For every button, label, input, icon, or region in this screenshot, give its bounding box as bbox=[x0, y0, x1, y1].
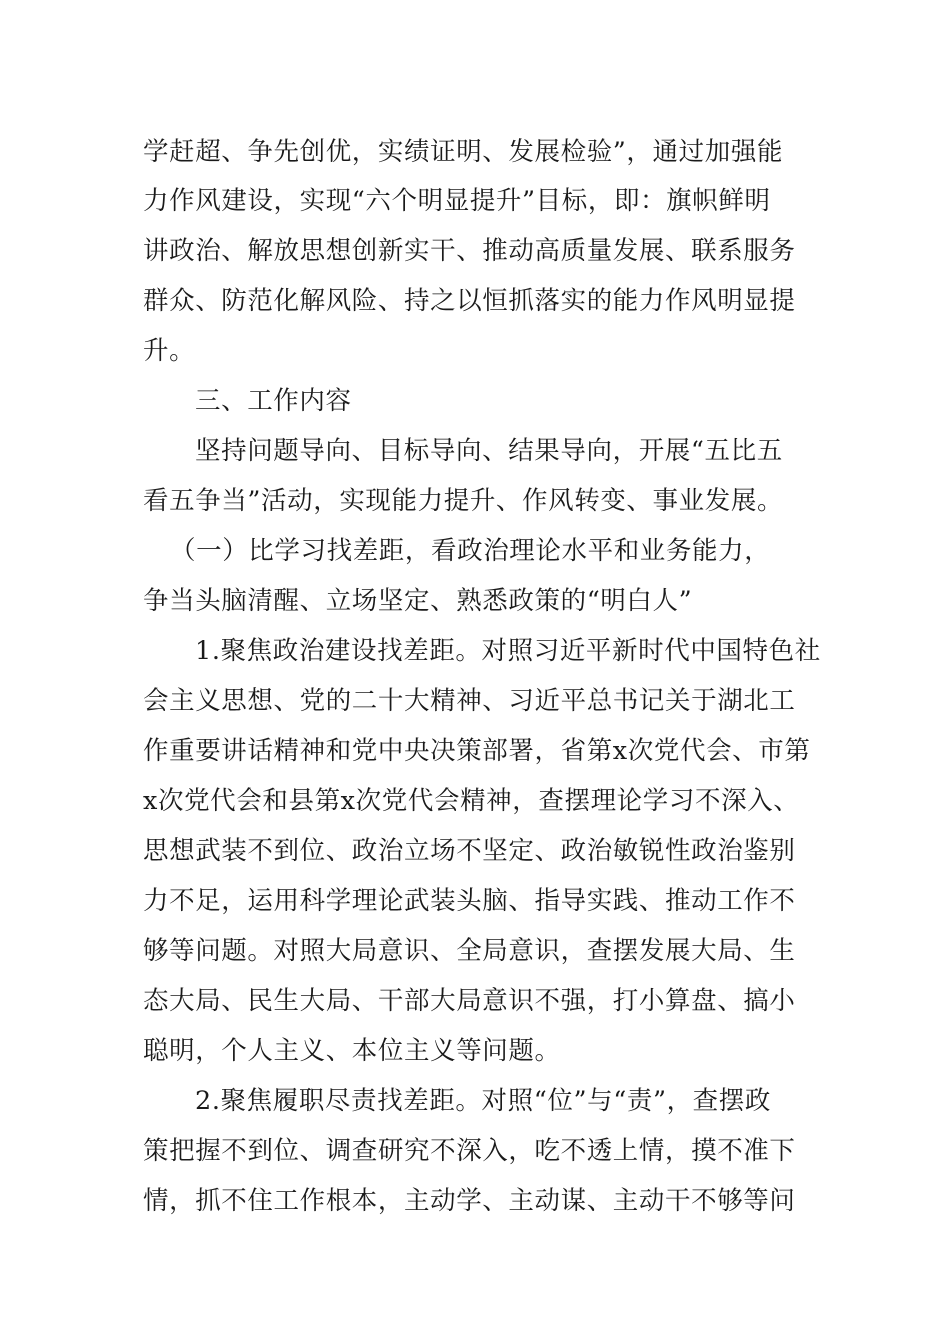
paragraph-line: 学赶超、争先创优，实绩证明、发展检验”，通过加强能 bbox=[143, 137, 784, 167]
paragraph-line: 1.聚焦政治建设找差距。对照习近平新时代中国特色社 bbox=[195, 636, 821, 666]
paragraph-line: 策把握不到位、调查研究不深入，吃不透上情，摸不准下 bbox=[143, 1136, 796, 1166]
paragraph-line: 升。 bbox=[143, 336, 196, 366]
paragraph-line: x次党代会和县第x次党代会精神，查摆理论学习不深入、 bbox=[143, 786, 800, 816]
paragraph-line: 够等问题。对照大局意识、全局意识，查摆发展大局、生 bbox=[143, 936, 796, 966]
section-heading: 三、工作内容 bbox=[195, 386, 352, 416]
paragraph-line: 态大局、民生大局、干部大局意识不强，打小算盘、搞小 bbox=[143, 986, 796, 1016]
subsection-heading: （一）比学习找差距，看政治理论水平和业务能力， bbox=[170, 536, 771, 566]
paragraph-line: 会主义思想、党的二十大精神、习近平总书记关于湖北工 bbox=[143, 686, 796, 716]
paragraph-line: 作重要讲话精神和党中央决策部署，省第x次党代会、市第 bbox=[143, 736, 811, 766]
paragraph-line: 看五争当”活动，实现能力提升、作风转变、事业发展。 bbox=[143, 486, 784, 516]
subsection-heading: 争当头脑清醒、立场坚定、熟悉政策的“明白人” bbox=[143, 586, 693, 616]
paragraph-line: 聪明，个人主义、本位主义等问题。 bbox=[143, 1036, 561, 1066]
paragraph-line: 思想武装不到位、政治立场不坚定、政治敏锐性政治鉴别 bbox=[143, 836, 796, 866]
paragraph-line: 力不足，运用科学理论武装头脑、指导实践、推动工作不 bbox=[143, 886, 796, 916]
paragraph-line: 力作风建设，实现“六个明显提升”目标，即：旗帜鲜明 bbox=[143, 186, 771, 216]
paragraph-line: 群众、防范化解风险、持之以恒抓落实的能力作风明显提 bbox=[143, 286, 796, 316]
paragraph-line: 讲政治、解放思想创新实干、推动高质量发展、联系服务 bbox=[143, 236, 796, 266]
paragraph-line: 坚持问题导向、目标导向、结果导向，开展“五比五 bbox=[195, 436, 783, 466]
paragraph-line: 2.聚焦履职尽责找差距。对照“位”与“责”，查摆政 bbox=[195, 1086, 771, 1116]
paragraph-line: 情，抓不住工作根本，主动学、主动谋、主动干不够等问 bbox=[143, 1186, 796, 1216]
